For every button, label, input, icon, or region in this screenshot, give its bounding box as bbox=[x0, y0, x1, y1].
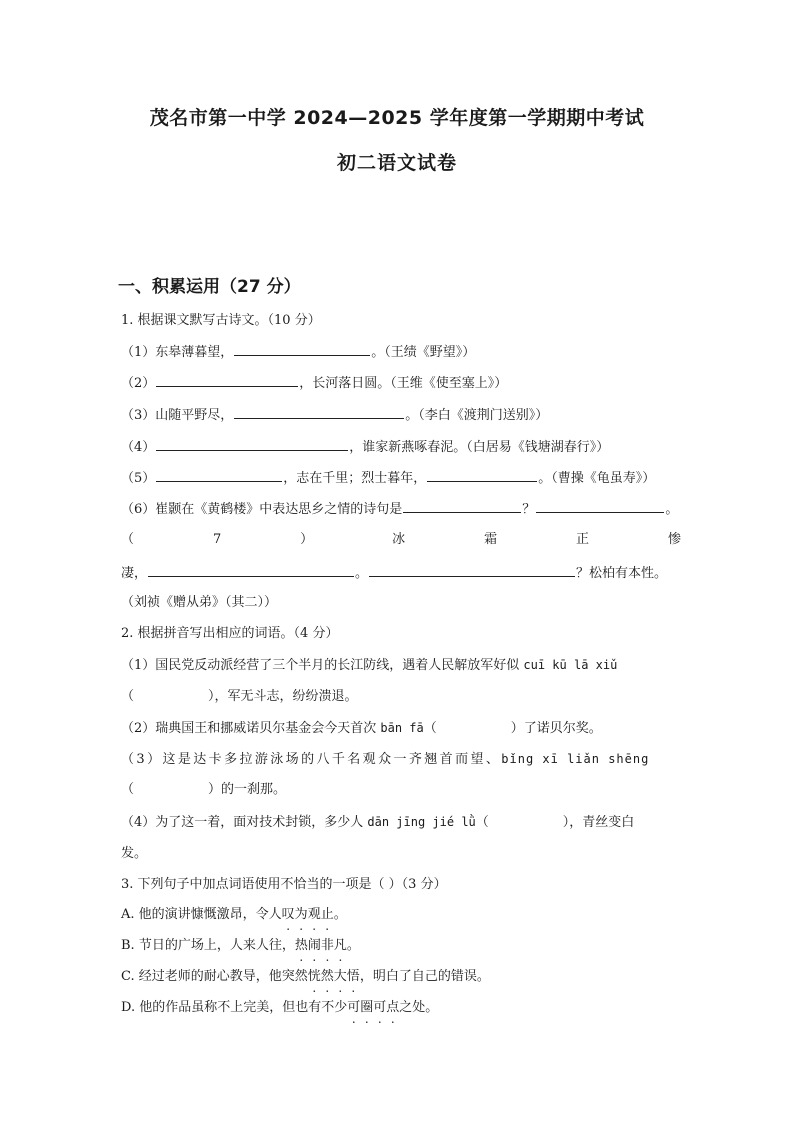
pinyin-text: cuī kū lā xiǔ bbox=[523, 658, 618, 672]
option-text: B. 节日的广场上，人来人往， bbox=[121, 938, 295, 953]
dotted-word bbox=[347, 1000, 399, 1015]
item-source: ，谁家新燕啄春泥。（白居易《钱塘湖春行》） bbox=[349, 440, 610, 455]
pinyin-text: bān fā bbox=[380, 721, 424, 735]
item-token: 7 bbox=[212, 532, 222, 547]
dotted-char: 观 bbox=[307, 907, 321, 922]
item-source: 。（曹操《龟虽寿》） bbox=[538, 471, 656, 486]
dotted-char: 圈 bbox=[360, 1000, 374, 1015]
question-2-stem: 2. 根据拼音写出相应的词语。（4 分） bbox=[121, 626, 339, 641]
answer-blank[interactable] bbox=[156, 468, 282, 482]
q2-item-2 bbox=[121, 719, 681, 738]
exam-subtitle: 初二语文试卷 bbox=[336, 152, 457, 174]
item-text: 。 bbox=[665, 502, 679, 517]
item-text: ？松柏有本性。 bbox=[576, 566, 668, 581]
item-text: （3）这是达卡多拉游泳场的八千名观众一齐翘首而望、 bbox=[121, 752, 502, 767]
pinyin-text: dān jīng jié lǜ bbox=[367, 815, 476, 829]
item-number: （1） bbox=[121, 345, 156, 360]
dotted-char: 闹 bbox=[307, 938, 321, 953]
section-heading: 一、积累运用（27 分） bbox=[118, 277, 301, 297]
question-1-stem: 1. 根据课文默写古诗文。（10 分） bbox=[121, 313, 321, 328]
q1-item-5 bbox=[121, 468, 681, 488]
dotted-char: 然 bbox=[320, 969, 334, 984]
q2-item-4-line2: 发。 bbox=[121, 846, 148, 861]
q2-item-3-line1 bbox=[121, 750, 681, 769]
answer-blank[interactable] bbox=[536, 499, 664, 513]
q1-item-7-line1 bbox=[121, 531, 681, 549]
option-text: C. 经过老师的耐心教导，他突然 bbox=[121, 969, 308, 984]
item-text: 崔颢在《黄鹤楼》中表达思乡之情的诗句是 bbox=[155, 502, 403, 517]
item-token: （ bbox=[121, 532, 135, 547]
q2-item-3-line2 bbox=[121, 781, 681, 799]
dotted-char: 非 bbox=[320, 938, 334, 953]
item-token: 冰 bbox=[392, 532, 406, 547]
dotted-char: 恍 bbox=[307, 969, 321, 984]
dotted-word bbox=[282, 907, 334, 922]
item-text: ，志在千里；烈士暮年， bbox=[283, 471, 427, 486]
answer-blank[interactable] bbox=[156, 437, 348, 451]
item-text: （4）为了这一着，面对技术封锁，多少人 bbox=[121, 815, 368, 830]
item-number: （6） bbox=[121, 502, 156, 517]
dotted-char: 叹 bbox=[281, 907, 295, 922]
answer-blank[interactable] bbox=[234, 405, 404, 419]
item-number: （2） bbox=[121, 376, 156, 391]
dotted-word bbox=[308, 969, 360, 984]
paren-open: （ bbox=[475, 815, 489, 830]
paren-open: （ bbox=[121, 689, 135, 704]
q2-item-1-line2 bbox=[121, 688, 681, 706]
dotted-char: 止 bbox=[320, 907, 334, 922]
dotted-char: 热 bbox=[294, 938, 308, 953]
item-token: 正 bbox=[576, 532, 590, 547]
item-number: （5） bbox=[121, 471, 156, 486]
item-text: ），军无斗志，纷纷溃退。 bbox=[208, 689, 358, 704]
option-text: D. 他的作品虽称不上完美，但也有不少 bbox=[121, 1000, 348, 1015]
answer-blank[interactable] bbox=[427, 468, 537, 482]
item-text: 东皋薄暮望， bbox=[155, 345, 234, 360]
dotted-char: 悟 bbox=[346, 969, 360, 984]
q1-item-7-source: （刘祯《赠从弟》（其二）） bbox=[121, 595, 278, 610]
q3-option-a[interactable] bbox=[121, 906, 681, 924]
q2-item-4-line1 bbox=[121, 813, 681, 832]
item-text: （2）瑞典国王和挪威诺贝尔基金会今天首次 bbox=[121, 721, 381, 736]
item-token: ） bbox=[300, 532, 314, 547]
item-text: ），青丝变白 bbox=[562, 815, 635, 830]
item-source: ，长河落日圆。（王维《使至塞上》） bbox=[299, 376, 508, 391]
q1-item-2 bbox=[121, 373, 681, 393]
exam-title: 茂名市第一中学 2024—2025 学年度第一学期期中考试 bbox=[149, 107, 645, 129]
item-number: （3） bbox=[121, 408, 156, 423]
dotted-char: 凡 bbox=[333, 938, 347, 953]
q1-item-1 bbox=[121, 342, 681, 362]
q2-item-1-line1 bbox=[121, 656, 681, 675]
dotted-char: 为 bbox=[294, 907, 308, 922]
option-text: ，明白了自己的错误。 bbox=[359, 969, 490, 984]
item-text: 。 bbox=[355, 566, 369, 581]
pinyin-text: bǐng xī liǎn shēng bbox=[501, 752, 650, 766]
answer-blank[interactable] bbox=[369, 563, 575, 577]
answer-blank[interactable] bbox=[156, 373, 298, 387]
option-text: 。 bbox=[346, 938, 360, 953]
option-text: 。 bbox=[333, 907, 347, 922]
q3-option-c[interactable] bbox=[121, 968, 681, 986]
paren-open: （ bbox=[121, 782, 135, 797]
dotted-char: 可 bbox=[347, 1000, 361, 1015]
item-text: 凄， bbox=[121, 566, 148, 581]
paren-open: （ bbox=[423, 721, 437, 736]
question-3-stem: 3. 下列句子中加点词语使用不恰当的一项是（ ）（3 分） bbox=[121, 877, 447, 892]
answer-blank[interactable] bbox=[403, 499, 521, 513]
q1-item-6 bbox=[121, 499, 681, 519]
item-source: 。（王绩《野望》） bbox=[371, 345, 476, 360]
answer-blank[interactable] bbox=[148, 563, 354, 577]
q1-item-7-line2 bbox=[121, 563, 681, 583]
item-token: 霜 bbox=[484, 532, 498, 547]
item-text: ）的一刹那。 bbox=[208, 782, 287, 797]
dotted-char: 可 bbox=[373, 1000, 387, 1015]
dotted-char: 大 bbox=[333, 969, 347, 984]
item-token: 惨 bbox=[667, 532, 681, 547]
item-text: 山随平野尽， bbox=[155, 408, 234, 423]
dotted-char: 点 bbox=[386, 1000, 400, 1015]
q1-item-3 bbox=[121, 405, 681, 425]
item-source: 。（李白《渡荆门送别》） bbox=[405, 408, 549, 423]
item-text: ）了诺贝尔奖。 bbox=[510, 721, 602, 736]
dotted-word bbox=[295, 938, 347, 953]
item-text: （1）国民党反动派经营了三个半月的长江防线，遇着人民解放军好似 bbox=[121, 658, 524, 673]
q3-option-d[interactable] bbox=[121, 999, 681, 1017]
q3-option-b[interactable] bbox=[121, 937, 681, 955]
option-text: A. 他的演讲慷慨激昂，令人 bbox=[121, 907, 282, 922]
q1-item-4 bbox=[121, 437, 681, 457]
answer-blank[interactable] bbox=[234, 342, 370, 356]
item-number: （4） bbox=[121, 440, 156, 455]
option-text: 之处。 bbox=[399, 1000, 439, 1015]
item-text: ？ bbox=[522, 502, 536, 517]
